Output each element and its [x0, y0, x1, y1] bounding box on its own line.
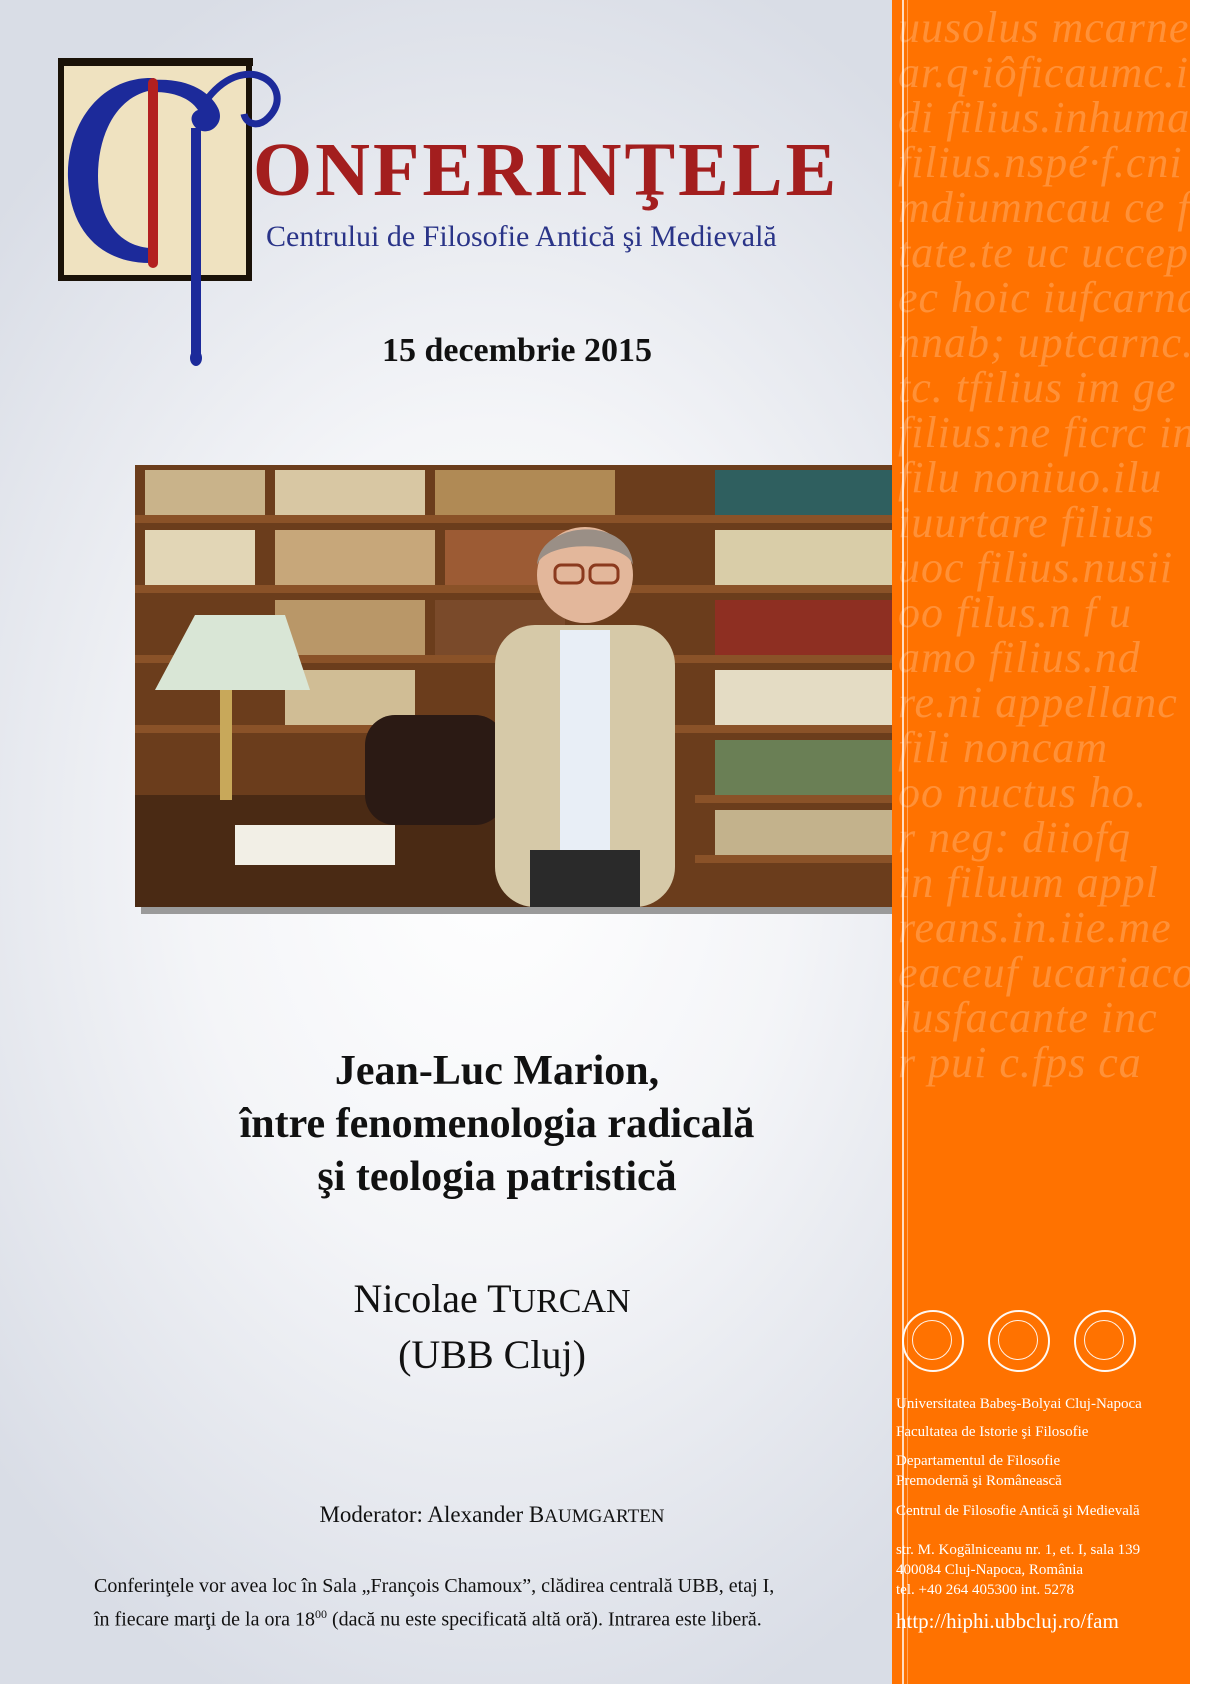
speaker-name-first: Nicolae T	[353, 1276, 512, 1321]
address-line: 400084 Cluj-Napoca, România	[896, 1562, 1084, 1578]
talk-title-line: între fenomenologia radicală	[239, 1101, 755, 1147]
venue-info	[94, 1572, 874, 1634]
institution-logos	[900, 1310, 1190, 1370]
manuscript-line: ar.q·iôficaumc.ii	[898, 48, 1203, 97]
manuscript-line: tate.te uc uccep	[898, 228, 1189, 277]
talk-title	[0, 1045, 994, 1204]
manuscript-line: di filius.inhumau	[898, 93, 1214, 142]
phone-number: tel. +40 264 405300 int. 5278	[896, 1582, 1075, 1598]
institution-department	[896, 1451, 1186, 1491]
manuscript-line: lusfacante inc	[898, 993, 1158, 1042]
venue-info-text: (dacă nu este specificată altă oră). Intrarea este liberă.	[327, 1608, 762, 1631]
event-date: 15 decembrie 2015	[381, 332, 653, 369]
manuscript-line: reans.in.iie.me	[898, 903, 1172, 952]
manuscript-line: filius.nspé·f.cni	[898, 138, 1183, 187]
venue-info-line: Conferinţele vor avea loc în Sala „François Chamoux”, clădirea centrală UBB, etaj I,	[94, 1575, 775, 1597]
venue-info-text: în fiecare marţi de la ora 18	[94, 1608, 315, 1631]
speaker-name	[0, 1272, 984, 1328]
manuscript-line: iuurtare filius	[898, 498, 1155, 547]
manuscript-line: ec hoic iufcarnat.	[898, 273, 1225, 322]
manuscript-line: eaceuf ucariaco	[898, 948, 1196, 997]
institution-faculty: Facultatea de Istorie şi Filosofie	[896, 1424, 1089, 1440]
manuscript-line: fili noncam	[898, 723, 1109, 772]
moderator-line	[0, 1502, 984, 1528]
speaker-affiliation: (UBB Cluj)	[398, 1332, 586, 1377]
university-seal-icon	[902, 1310, 964, 1372]
manuscript-line: amo filius.nd	[898, 633, 1141, 682]
series-title: ONFERINŢELE	[253, 128, 840, 212]
address-block	[896, 1540, 1186, 1600]
manuscript-line: tc. tfilius im ge	[898, 363, 1177, 412]
moderator-label: Moderator: Alexander B	[319, 1502, 545, 1527]
manuscript-line: uoc filius.nusii	[898, 543, 1174, 592]
manuscript-line: r neg: diiofq	[898, 813, 1131, 862]
department-seal-icon	[1074, 1310, 1136, 1372]
manuscript-line: filius:ne ficrc inl	[898, 408, 1209, 457]
manuscript-line: filu noniuo.ilu	[898, 453, 1163, 502]
manuscript-line: nnab; uptcarnc.	[898, 318, 1195, 367]
illuminated-initial-c-icon	[58, 58, 253, 284]
manuscript-line: r pui c.fps ca	[898, 1038, 1142, 1087]
address-line: str. M. Kogălniceanu nr. 1, et. I, sala 139	[896, 1542, 1141, 1558]
manuscript-line: uusolus mcarne	[898, 3, 1190, 52]
manuscript-line: oo nuctus ho.	[898, 768, 1147, 817]
institution-university: Universitatea Babeş-Bolyai Cluj-Napoca	[896, 1396, 1142, 1412]
time-minutes-superscript: 00	[315, 1607, 327, 1621]
speaker-name-last: URCAN	[511, 1283, 631, 1320]
manuscript-line: in filuum appl	[898, 858, 1159, 907]
speaker-block	[0, 1272, 984, 1381]
manuscript-line: re.ni appellanc	[898, 678, 1178, 727]
talk-title-line: Jean-Luc Marion,	[334, 1048, 660, 1094]
institution-center: Centrul de Filosofie Antică şi Medievală	[896, 1503, 1140, 1519]
moderator-last-name: AUMGARTEN	[544, 1506, 665, 1527]
venue-info-line	[94, 1600, 874, 1634]
website-link[interactable]: http://hiphi.ubbcluj.ro/fam	[896, 1609, 1119, 1633]
speaker-photo	[135, 465, 951, 907]
talk-title-line: şi teologia patristică	[317, 1154, 677, 1200]
series-subtitle: Centrului de Filosofie Antică şi Medievală	[266, 220, 777, 253]
institution-department-line: Premodernă şi Românească	[896, 1473, 1062, 1489]
manuscript-line: mdiumncau ce fi	[898, 183, 1204, 232]
institution-department-line: Departamentul de Filosofie	[896, 1453, 1061, 1469]
faculty-seal-icon	[988, 1310, 1050, 1372]
manuscript-line: oo filus.n f u	[898, 588, 1133, 637]
